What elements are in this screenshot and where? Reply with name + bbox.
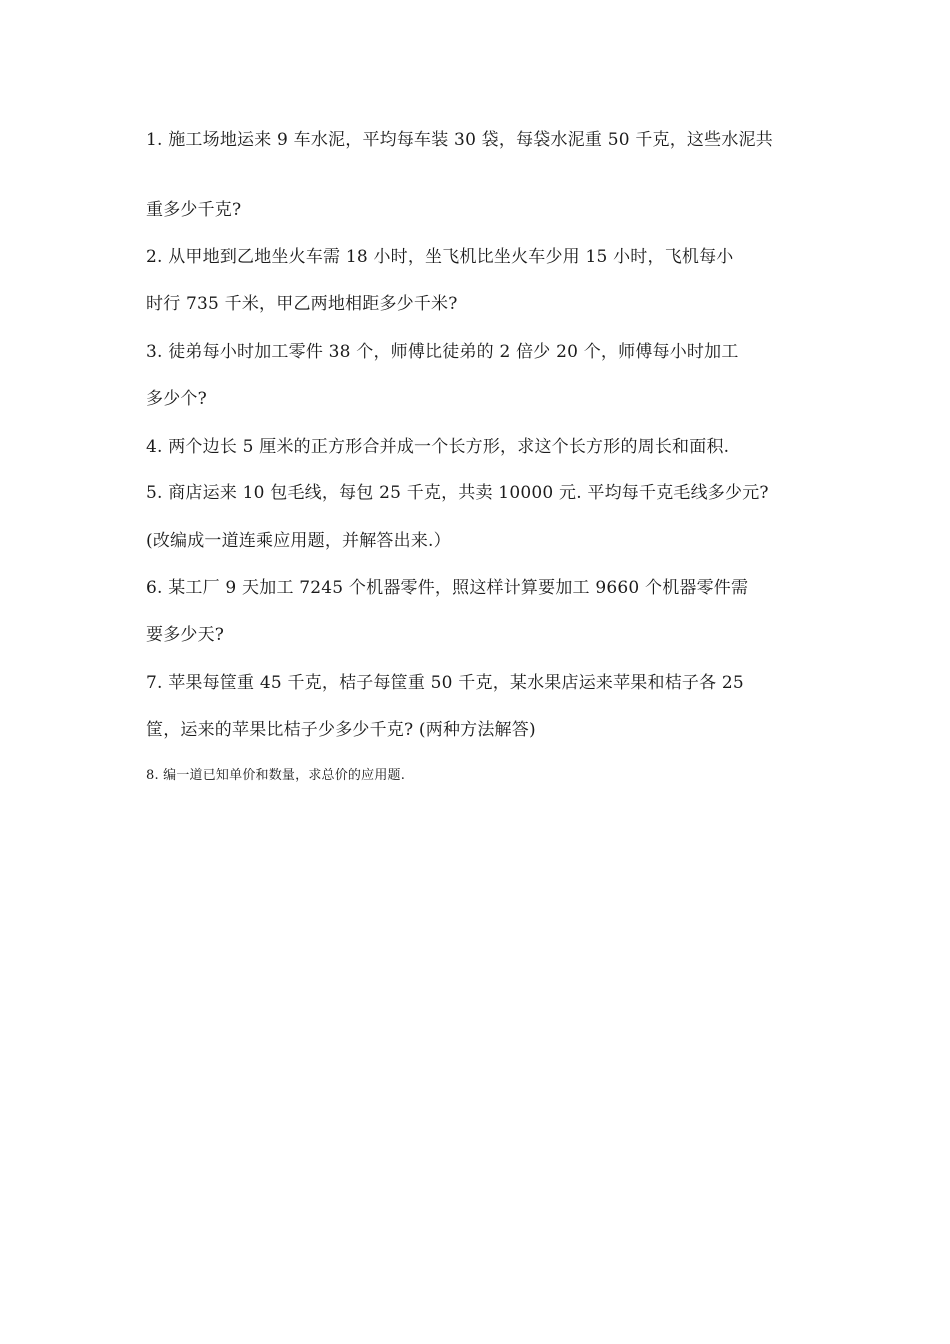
problem-6-line-1: 6. 某工厂 9 天加工 7245 个机器零件，照这样计算要加工 9660 个机器零件需 — [146, 578, 749, 598]
problem-7-line-2: 筐，运来的苹果比桔子少多少千克? (两种方法解答) — [146, 720, 536, 740]
problem-7-line-1: 7. 苹果每筐重 45 千克，桔子每筐重 50 千克，某水果店运来苹果和桔子各 25 — [146, 673, 744, 693]
problem-5-line-2: (改编成一道连乘应用题，并解答出来.） — [146, 531, 451, 551]
problem-2-line-2: 时行 735 千米，甲乙两地相距多少千米? — [146, 294, 458, 314]
problem-5-line-1: 5. 商店运来 10 包毛线，每包 25 千克，共卖 10000 元. 平均每千克毛线多少元? — [146, 483, 769, 503]
problem-4-line-1: 4. 两个边长 5 厘米的正方形合并成一个长方形，求这个长方形的周长和面积. — [146, 437, 730, 457]
problem-8-line-1: 8. 编一道已知单价和数量，求总价的应用题. — [146, 768, 406, 783]
problem-1-line-2: 重多少千克? — [146, 200, 242, 220]
problem-3-line-2: 多少个? — [146, 389, 207, 409]
problem-2-line-1: 2. 从甲地到乙地坐火车需 18 小时，坐飞机比坐火车少用 15 小时，飞机每小 — [146, 247, 734, 267]
problem-6-line-2: 要多少天? — [146, 625, 225, 645]
problem-1-line-1: 1. 施工场地运来 9 车水泥，平均每车装 30 袋，每袋水泥重 50 千克，这些水泥共 — [146, 130, 773, 150]
problem-3-line-1: 3. 徒弟每小时加工零件 38 个，师傅比徒弟的 2 倍少 20 个，师傅每小时加工 — [146, 342, 739, 362]
